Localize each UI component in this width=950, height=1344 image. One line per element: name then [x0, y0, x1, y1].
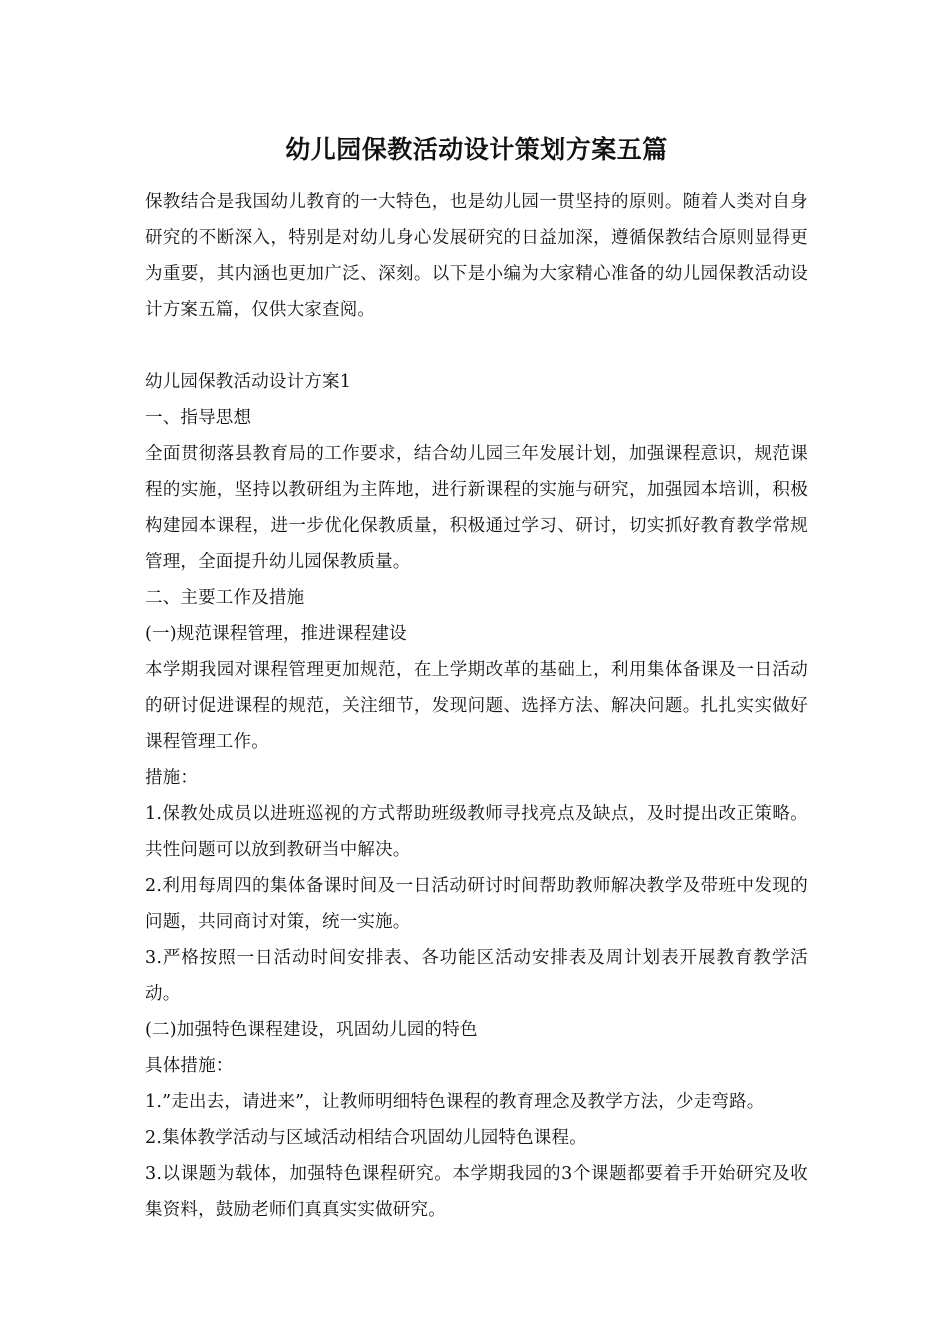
section-heading: 幼儿园保教活动设计方案1	[145, 372, 352, 392]
measures-label: 措施：	[145, 768, 199, 788]
subheading-curriculum: (一)规范课程管理，推进课程建设	[145, 624, 407, 644]
subheading-special-curriculum: (二)加强特色课程建设，巩固幼儿园的特色	[145, 1020, 478, 1040]
intro-paragraph: 保教结合是我国幼儿教育的一大特色，也是幼儿园一贯坚持的原则。随着人类对自身研究的不断深入，特别是对幼儿身心发展研究的日益加深，遵循保教结合原则显得更为重要，其内涵也更加广泛、深刻。以下是小编为大家精心准备的幼儿园保教活动设计方案五篇，仅供大家查阅。	[145, 192, 808, 320]
subheading-guiding-ideology: 一、指导思想	[145, 408, 252, 428]
list-item: 2.集体教学活动与区域活动相结合巩固幼儿园特色课程。	[145, 1128, 587, 1148]
list-item: 2.利用每周四的集体备课时间及一日活动研讨时间帮助教师解决教学及带班中发现的问题，共同商讨对策，统一实施。	[145, 876, 808, 932]
document-title: 幼儿园保教活动设计策划方案五篇	[285, 135, 668, 164]
measures-label: 具体措施：	[145, 1056, 234, 1076]
list-item: 1.”走出去，请进来”，让教师明细特色课程的教育理念及教学方法，少走弯路。	[145, 1092, 765, 1112]
body-paragraph: 全面贯彻落县教育局的工作要求，结合幼儿园三年发展计划，加强课程意识，规范课程的实施，坚持以教研组为主阵地，进行新课程的实施与研究，加强园本培训，积极构建园本课程，进一步优化保教质量，积极通过学习、研讨，切实抓好教育教学常规管理，全面提升幼儿园保教质量。	[145, 444, 808, 572]
list-item: 3.以课题为载体，加强特色课程研究。本学期我园的3个课题都要着手开始研究及收集资料，鼓励老师们真真实实做研究。	[145, 1164, 808, 1220]
list-item: 3.严格按照一日活动时间安排表、各功能区活动安排表及周计划表开展教育教学活动。	[145, 948, 808, 1004]
subheading-main-work: 二、主要工作及措施	[145, 588, 305, 608]
list-item: 1.保教处成员以进班巡视的方式帮助班级教师寻找亮点及缺点，及时提出改正策略。共性问题可以放到教研当中解决。	[145, 804, 808, 860]
paragraph-spacer	[145, 328, 808, 364]
body-paragraph: 本学期我园对课程管理更加规范，在上学期改革的基础上，利用集体备课及一日活动的研讨促进课程的规范，关注细节，发现问题、选择方法、解决问题。扎扎实实做好课程管理工作。	[145, 660, 808, 752]
